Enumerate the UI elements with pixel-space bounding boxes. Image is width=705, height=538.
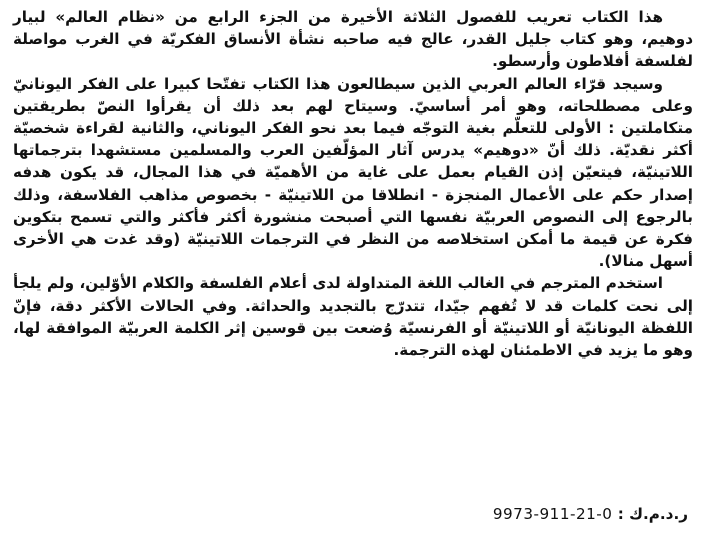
paragraph-readers: وسيجد قرّاء العالم العربي الذين سيطالعون هذا الكتاب تفتّحا كبيرا على الفكر اليونانيّ وعلى مصطلحاته، وهو أمر أساسيّ. وسيتاح لهم بعد ذلك أن يقرأوا النصّ بطريقتين متكاملتين : الأولى للتعلّم بغية التوجّه فيما بعد نحو الفكر اليوناني، والثانية لقراءة شخصيّة أكثر نقديّة. ذلك أنّ «دوهيم» يدرس آثار المؤلّفين العرب والمسلمين مستشهدا بترجماتها اللاتينيّة، فيتعيّن إذن القيام بعمل على غاية من الأهميّة في هذا المجال، قد يكون هدفه إصدار حكم على الأعمال المنجزة - انطلاقا من اللاتينيّة - بخصوص مذاهب الفلاسفة، وذلك بالرجوع إلى النصوص العربيّة نفسها التي أصبحت منشورة أكثر فأكثر والتي تسمح بتكوين فكرة عن قيمة ما أمكن استخلاصه من النظر في الترجمات اللاتينيّة (وقد غدت هي الأخرى أسهل منالا). bbox=[13, 74, 693, 271]
paragraph-translation: استخدم المترجم في الغالب اللغة المتداولة لدى أعلام الفلسفة والكلام الأوّلين، ولم يلجأ إلى نحت كلمات قد لا تُفهم جيّدا، تتدرّج بالتجديد والحداثة. وفي الحالات الأكثر دقة، فإنّ اللفظة اليونانيّة أو اللاتينيّة أو الفرنسيّة وُضعت بين قوسين إثر الكلمة العربيّة الموافقة لها، وهو ما يزيد في الاطمئنان لهذه الترجمة. bbox=[13, 274, 693, 360]
isbn-number: 9973-911-21-0 bbox=[492, 505, 613, 523]
body-text bbox=[13, 6, 693, 361]
paragraph-intro: هذا الكتاب تعريب للفصول الثلاثة الأخيرة من الجزء الرابع من «نظام العالم» لبيار دوهيم، وهو كتاب جليل القدر، عالج فيه صاحبه نشأة الأنساق الفكريّة في الغرب مواصلة لفلسفة أفلاطون وأرسطو. bbox=[13, 8, 693, 71]
isbn-label: ر.د.م.ك : bbox=[617, 505, 688, 523]
isbn-line bbox=[493, 505, 688, 523]
